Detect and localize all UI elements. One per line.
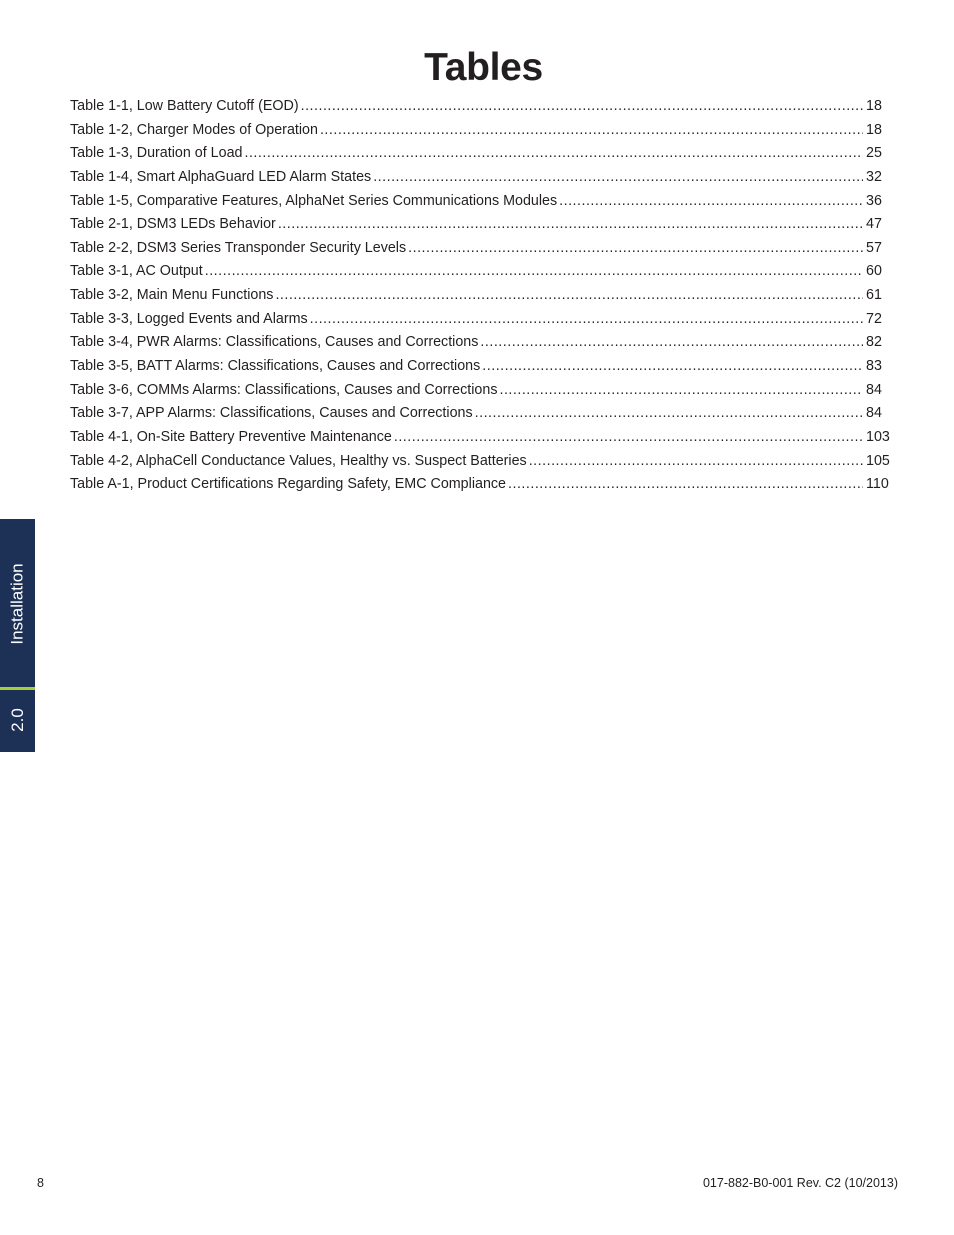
- toc-leader-dots: [310, 311, 863, 327]
- toc-entry-label: Table 3-5, BATT Alarms: Classifications, Causes and Corrections: [70, 358, 481, 375]
- toc-entry-page: 18: [866, 121, 882, 138]
- toc-entry[interactable]: [70, 216, 896, 240]
- side-tab-divider: [0, 687, 35, 690]
- toc-entry-label: Table 3-1, AC Output: [70, 263, 203, 280]
- toc-leader-dots: [373, 169, 863, 185]
- toc-entry-page: 105: [866, 452, 890, 469]
- toc-entry-page: 61: [866, 287, 882, 304]
- toc-entry[interactable]: [70, 311, 896, 335]
- toc-entry-label: Table 2-1, DSM3 LEDs Behavior: [70, 216, 276, 233]
- toc-entry-label: Table 3-7, APP Alarms: Classifications, Causes and Corrections: [70, 405, 473, 422]
- toc-entry-page: 47: [866, 216, 882, 233]
- toc-leader-dots: [275, 287, 863, 303]
- toc-entry-page: 18: [866, 98, 882, 114]
- toc-entry[interactable]: [70, 145, 896, 169]
- toc-entry-label: Table 4-1, On-Site Battery Preventive Maintenance: [70, 428, 392, 445]
- toc-entry-page: 83: [866, 358, 882, 375]
- toc-entry[interactable]: [70, 122, 896, 146]
- side-tab-number: [0, 692, 35, 748]
- toc-entry-page: 84: [866, 381, 882, 398]
- toc-leader-dots: [529, 453, 863, 469]
- toc-leader-dots: [480, 334, 863, 350]
- toc-entry[interactable]: [70, 382, 896, 406]
- footer-page-number: 8: [37, 1176, 44, 1190]
- toc-entry[interactable]: [70, 263, 896, 287]
- side-tab-label-text: Installation: [7, 563, 27, 645]
- toc-entry-page: 103: [866, 428, 890, 445]
- toc-entry-label: Table 3-2, Main Menu Functions: [70, 287, 274, 304]
- toc-entry[interactable]: [70, 358, 896, 382]
- toc-entry-label: Table 1-5, Comparative Features, AlphaNet Series Communications Modules: [70, 192, 558, 209]
- toc-entry-label: Table 3-4, PWR Alarms: Classifications, Causes and Corrections: [70, 334, 479, 351]
- toc-entry[interactable]: [70, 169, 896, 193]
- toc-entry-label: Table 1-4, Smart AlphaGuard LED Alarm States: [70, 168, 372, 185]
- toc-entry-label: Table 1-1, Low Battery Cutoff (EOD): [70, 98, 299, 114]
- toc-entry-page: 57: [866, 239, 882, 256]
- toc-entry-page: 60: [866, 263, 882, 280]
- toc-entry[interactable]: [70, 240, 896, 264]
- toc-entry-label: Table 3-6, COMMs Alarms: Classifications, Causes and Corrections: [70, 381, 498, 398]
- page-title: Tables: [424, 46, 543, 89]
- toc-leader-dots: [482, 358, 863, 374]
- toc-leader-dots: [244, 145, 863, 161]
- toc-entry[interactable]: [70, 98, 896, 122]
- toc-entry-page: 84: [866, 405, 882, 422]
- side-tab-number-text: 2.0: [7, 708, 27, 732]
- toc-entry-label: Table 1-2, Charger Modes of Operation: [70, 121, 318, 138]
- toc-entry-page: 36: [866, 192, 882, 209]
- toc-entry[interactable]: [70, 429, 896, 453]
- footer-document-id: 017-882-B0-001 Rev. C2 (10/2013): [702, 1176, 898, 1190]
- toc-leader-dots: [301, 98, 863, 114]
- toc-entry-page: 25: [866, 145, 882, 162]
- toc-entry-page: 82: [866, 334, 882, 351]
- toc-entry-label: Table 1-3, Duration of Load: [70, 145, 243, 162]
- toc-leader-dots: [320, 122, 863, 138]
- toc-leader-dots: [408, 240, 863, 256]
- toc-entry-label: Table A-1, Product Certifications Regarding Safety, EMC Compliance: [70, 476, 506, 493]
- table-of-contents: [70, 98, 896, 500]
- toc-entry[interactable]: [70, 476, 896, 500]
- toc-leader-dots: [559, 193, 863, 209]
- toc-entry[interactable]: [70, 405, 896, 429]
- toc-entry[interactable]: [70, 193, 896, 217]
- toc-entry-label: Table 3-3, Logged Events and Alarms: [70, 310, 308, 327]
- side-tab-label: [0, 519, 35, 689]
- toc-entry-page: 72: [866, 310, 882, 327]
- toc-entry-page: 32: [866, 168, 882, 185]
- toc-entry[interactable]: [70, 453, 896, 477]
- toc-entry-label: Table 2-2, DSM3 Series Transponder Security Levels: [70, 239, 407, 256]
- toc-entry[interactable]: [70, 334, 896, 358]
- toc-leader-dots: [205, 263, 863, 279]
- toc-leader-dots: [508, 476, 863, 492]
- toc-entry-label: Table 4-2, AlphaCell Conductance Values, Healthy vs. Suspect Batteries: [70, 452, 527, 469]
- toc-entry[interactable]: [70, 287, 896, 311]
- toc-entry-page: 110: [866, 476, 889, 493]
- toc-leader-dots: [394, 429, 863, 445]
- toc-leader-dots: [278, 216, 863, 232]
- toc-leader-dots: [499, 382, 863, 398]
- toc-leader-dots: [475, 405, 863, 421]
